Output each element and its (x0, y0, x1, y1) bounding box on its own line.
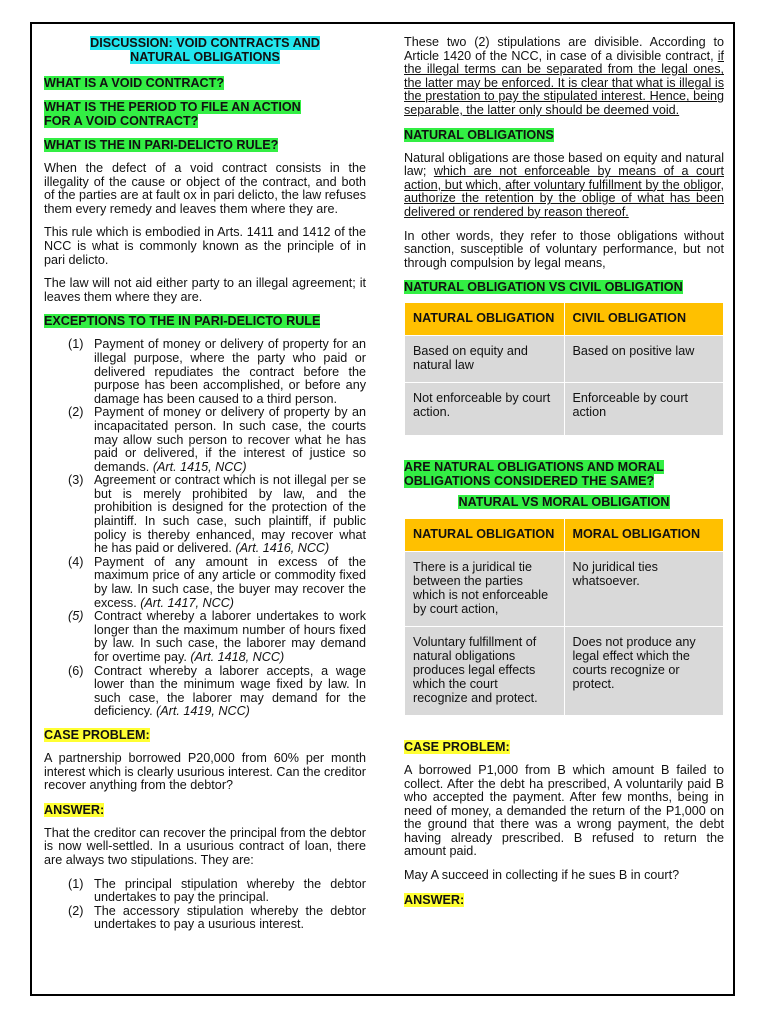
case-problem-text-right: A borrowed P1,000 from B which amount B failed to collect. After the debt ha prescribed, A voluntarily paid B who accepted the payment. After few months, being in need of money, a demanded the return of the P1,000 on the ground that there was a wrong payment, the debt having already prescribed. B refused to return the amount paid. (404, 762, 724, 859)
table-cell: Based on positive law (564, 336, 724, 383)
question-pari-delicto (44, 138, 366, 152)
natural-vs-moral-heading-text: NATURAL VS MORAL OBLIGATION (458, 495, 670, 510)
exception-text: Contract whereby a laborer accepts, a wage lower than the minimum wage fixed by law. In such case, the laborer may demand for the deficiency. (Art. 1419, NCC) (94, 663, 366, 719)
question-period-line-2: FOR A VOID CONTRACT? (44, 114, 199, 128)
question-period (44, 100, 366, 128)
case-question: May A succeed in collecting if he sues B in court? (404, 868, 680, 883)
exception-text: Payment of money or delivery of property for an illegal purpose, where the party who paid or delivered repudiates the contract before the purpose has been accomplished, or before any damage has been caused to a third person. (94, 337, 366, 406)
answer-heading-left (44, 803, 366, 817)
paragraph-rule: This rule which is embodied in Arts. 1411 and 1412 of the NCC is what is commonly known as the principle of in pari delicto. (44, 225, 366, 267)
table-header-cell: NATURAL OBLIGATION (405, 303, 565, 336)
exception-text: Payment of money or delivery of property by an incapacitated person. In such case, the courts may allow such person to recover what he has paid or delivered, if the interest of justice so demands. (Art. 1415, NCC) (94, 405, 366, 474)
stipulation-item (44, 905, 366, 932)
table-header-cell: MORAL OBLIGATION (564, 518, 724, 551)
stipulations-list (44, 878, 366, 932)
stipulation-number: (1) (68, 876, 84, 891)
natural-vs-civil-table (404, 302, 724, 436)
document-title (44, 36, 366, 64)
exceptions-list (44, 338, 366, 719)
natural-vs-civil-heading (404, 280, 724, 294)
question-period-line-1: WHAT IS THE PERIOD TO FILE AN ACTION (44, 100, 301, 114)
natural-vs-civil-heading-text: NATURAL OBLIGATION VS CIVIL OBLIGATION (404, 280, 683, 295)
exception-text: Agreement or contract which is not illegal per se but is merely prohibited by law, and the prohibition is designed for the protection of the plaintiff. In such case, such plaintiff, if public policy is thereby enhanced, may recover what he has paid or delivered. (Art. 1416, NCC) (94, 473, 366, 556)
paragraph-other-words: In other words, they refer to those obligations without sanction, susceptible of voluntary performance, but not through compulsion by legal means, (404, 228, 724, 270)
table-cell: There is a juridical tie between the parties which is not enforceable by court action, (405, 551, 565, 626)
title-line-2: NATURAL OBLIGATIONS (130, 50, 280, 64)
table-cell: No juridical ties whatsoever. (564, 551, 724, 626)
natural-underlined: which are not enforceable by means of a court action, but which, after voluntary fulfillment by the obligor, authorize the retention by the oblige of what has been delivered or rendered by reason thereof. (404, 164, 724, 219)
answer-text-left: That the creditor can recover the principal from the debtor is now well-settled. In a usurious contract of loan, there are always two stipulations. They are: (44, 825, 366, 867)
right-column (404, 36, 724, 917)
answer-label-right: ANSWER: (404, 892, 465, 907)
paragraph-defect: When the defect of a void contract consists in the illegality of the cause or object of the contract, and both of the parties are at fault ox in pari delicto, the law refuses them every remedy and leaves them where they are. (44, 161, 367, 216)
left-column (44, 36, 366, 941)
divisible-underlined: if the illegal terms can be separated from the legal ones, the latter may be enforced. It is clear that what is illegal is the prestation to pay the stipulated interest. Hence, being separable, the latter only should be deemed void. (404, 48, 724, 117)
page-frame (30, 22, 735, 996)
stipulation-item (44, 878, 366, 905)
exception-number: (6) (68, 663, 84, 678)
answer-heading-right (404, 893, 724, 907)
question-void-contract (44, 76, 366, 90)
moral-question (404, 460, 724, 488)
exception-text: Contract whereby a laborer undertakes to work longer than the maximum number of hours fixed by law. In such case, the laborer may demand for overtime pay. (Art. 1418, NCC) (94, 609, 366, 664)
exception-number: (4) (68, 554, 84, 569)
exception-number: (3) (68, 473, 84, 488)
natural-obligations-heading (404, 128, 724, 142)
exceptions-heading (44, 314, 366, 328)
case-problem-heading-right (404, 740, 724, 754)
natural-vs-moral-heading (404, 496, 724, 510)
table-row (405, 626, 724, 715)
exceptions-heading-text: EXCEPTIONS TO THE IN PARI-DELICTO RULE (44, 314, 321, 329)
stipulation-text: The principal stipulation whereby the debtor undertakes to pay the principal. (94, 876, 366, 905)
moral-question-line-2: OBLIGATIONS CONSIDERED THE SAME? (404, 474, 655, 489)
paragraph-law: The law will not aid either party to an illegal agreement; it leaves them where they are. (44, 276, 366, 304)
table-header-cell: NATURAL OBLIGATION (405, 518, 565, 551)
case-problem-label-right: CASE PROBLEM: (404, 739, 510, 754)
stipulation-text: The accessory stipulation whereby the debtor undertakes to pay a usurious interest. (94, 903, 366, 932)
table-row (405, 551, 724, 626)
moral-question-line-1: ARE NATURAL OBLIGATIONS AND MORAL (404, 460, 664, 475)
exception-item (44, 610, 366, 664)
natural-vs-moral-table (404, 518, 724, 716)
exception-item (44, 665, 366, 719)
exception-item (44, 406, 366, 474)
title-line-1: DISCUSSION: VOID CONTRACTS AND (90, 36, 320, 50)
exception-item (44, 556, 366, 610)
table-cell: Does not produce any legal effect which the courts recognize or protect. (564, 626, 724, 715)
exception-number: (1) (68, 337, 84, 352)
stipulation-number: (2) (68, 903, 84, 918)
question-pari-delicto-text: WHAT IS THE IN PARI-DELICTO RULE? (44, 138, 279, 152)
paragraph-natural-obligations: Natural obligations are those based on equity and natural law; which are not enforceable by means of a court action, but which, after voluntary fulfillment by the obligor, authorize the retention by the oblige of what has been delivered or rendered by reason thereof. (404, 150, 724, 219)
exception-number: (2) (68, 405, 84, 420)
natural-obligations-heading-text: NATURAL OBLIGATIONS (404, 127, 554, 142)
table-header-cell: CIVIL OBLIGATION (564, 303, 724, 336)
paragraph-divisible: These two (2) stipulations are divisible. According to Article 1420 of the NCC, in case of a divisible contract, if the illegal terms can be separated from the legal ones, the latter may be enforced. It is clear that what is illegal is the prestation to pay the stipulated interest. Hence, being separable, the latter only should be deemed void. (404, 35, 724, 117)
answer-label-left: ANSWER: (44, 802, 105, 817)
table-header-row (405, 518, 724, 551)
table-cell: Voluntary fulfillment of natural obligations produces legal effects which the court recognize and protect. (405, 626, 565, 715)
table-header-row (405, 303, 724, 336)
table-cell: Not enforceable by court action. (405, 383, 565, 436)
table-row (405, 336, 724, 383)
case-problem-text-left: A partnership borrowed P20,000 from 60% per month interest which is clearly usurious interest. Can the creditor recover anything from the debtor? (44, 750, 366, 793)
table-cell: Enforceable by court action (564, 383, 724, 436)
question-void-contract-text: WHAT IS A VOID CONTRACT? (44, 76, 225, 90)
exception-item (44, 338, 366, 406)
exception-item (44, 474, 366, 556)
case-problem-heading-left (44, 728, 366, 742)
table-row (405, 383, 724, 436)
exception-number: (5) (68, 609, 84, 624)
case-problem-label-left: CASE PROBLEM: (44, 727, 150, 742)
table-cell: Based on equity and natural law (405, 336, 565, 383)
exception-text: Payment of any amount in excess of the maximum price of any article or commodity fixed by law. In such case, the buyer may recover the excess. (Art. 1417, NCC) (94, 554, 366, 610)
